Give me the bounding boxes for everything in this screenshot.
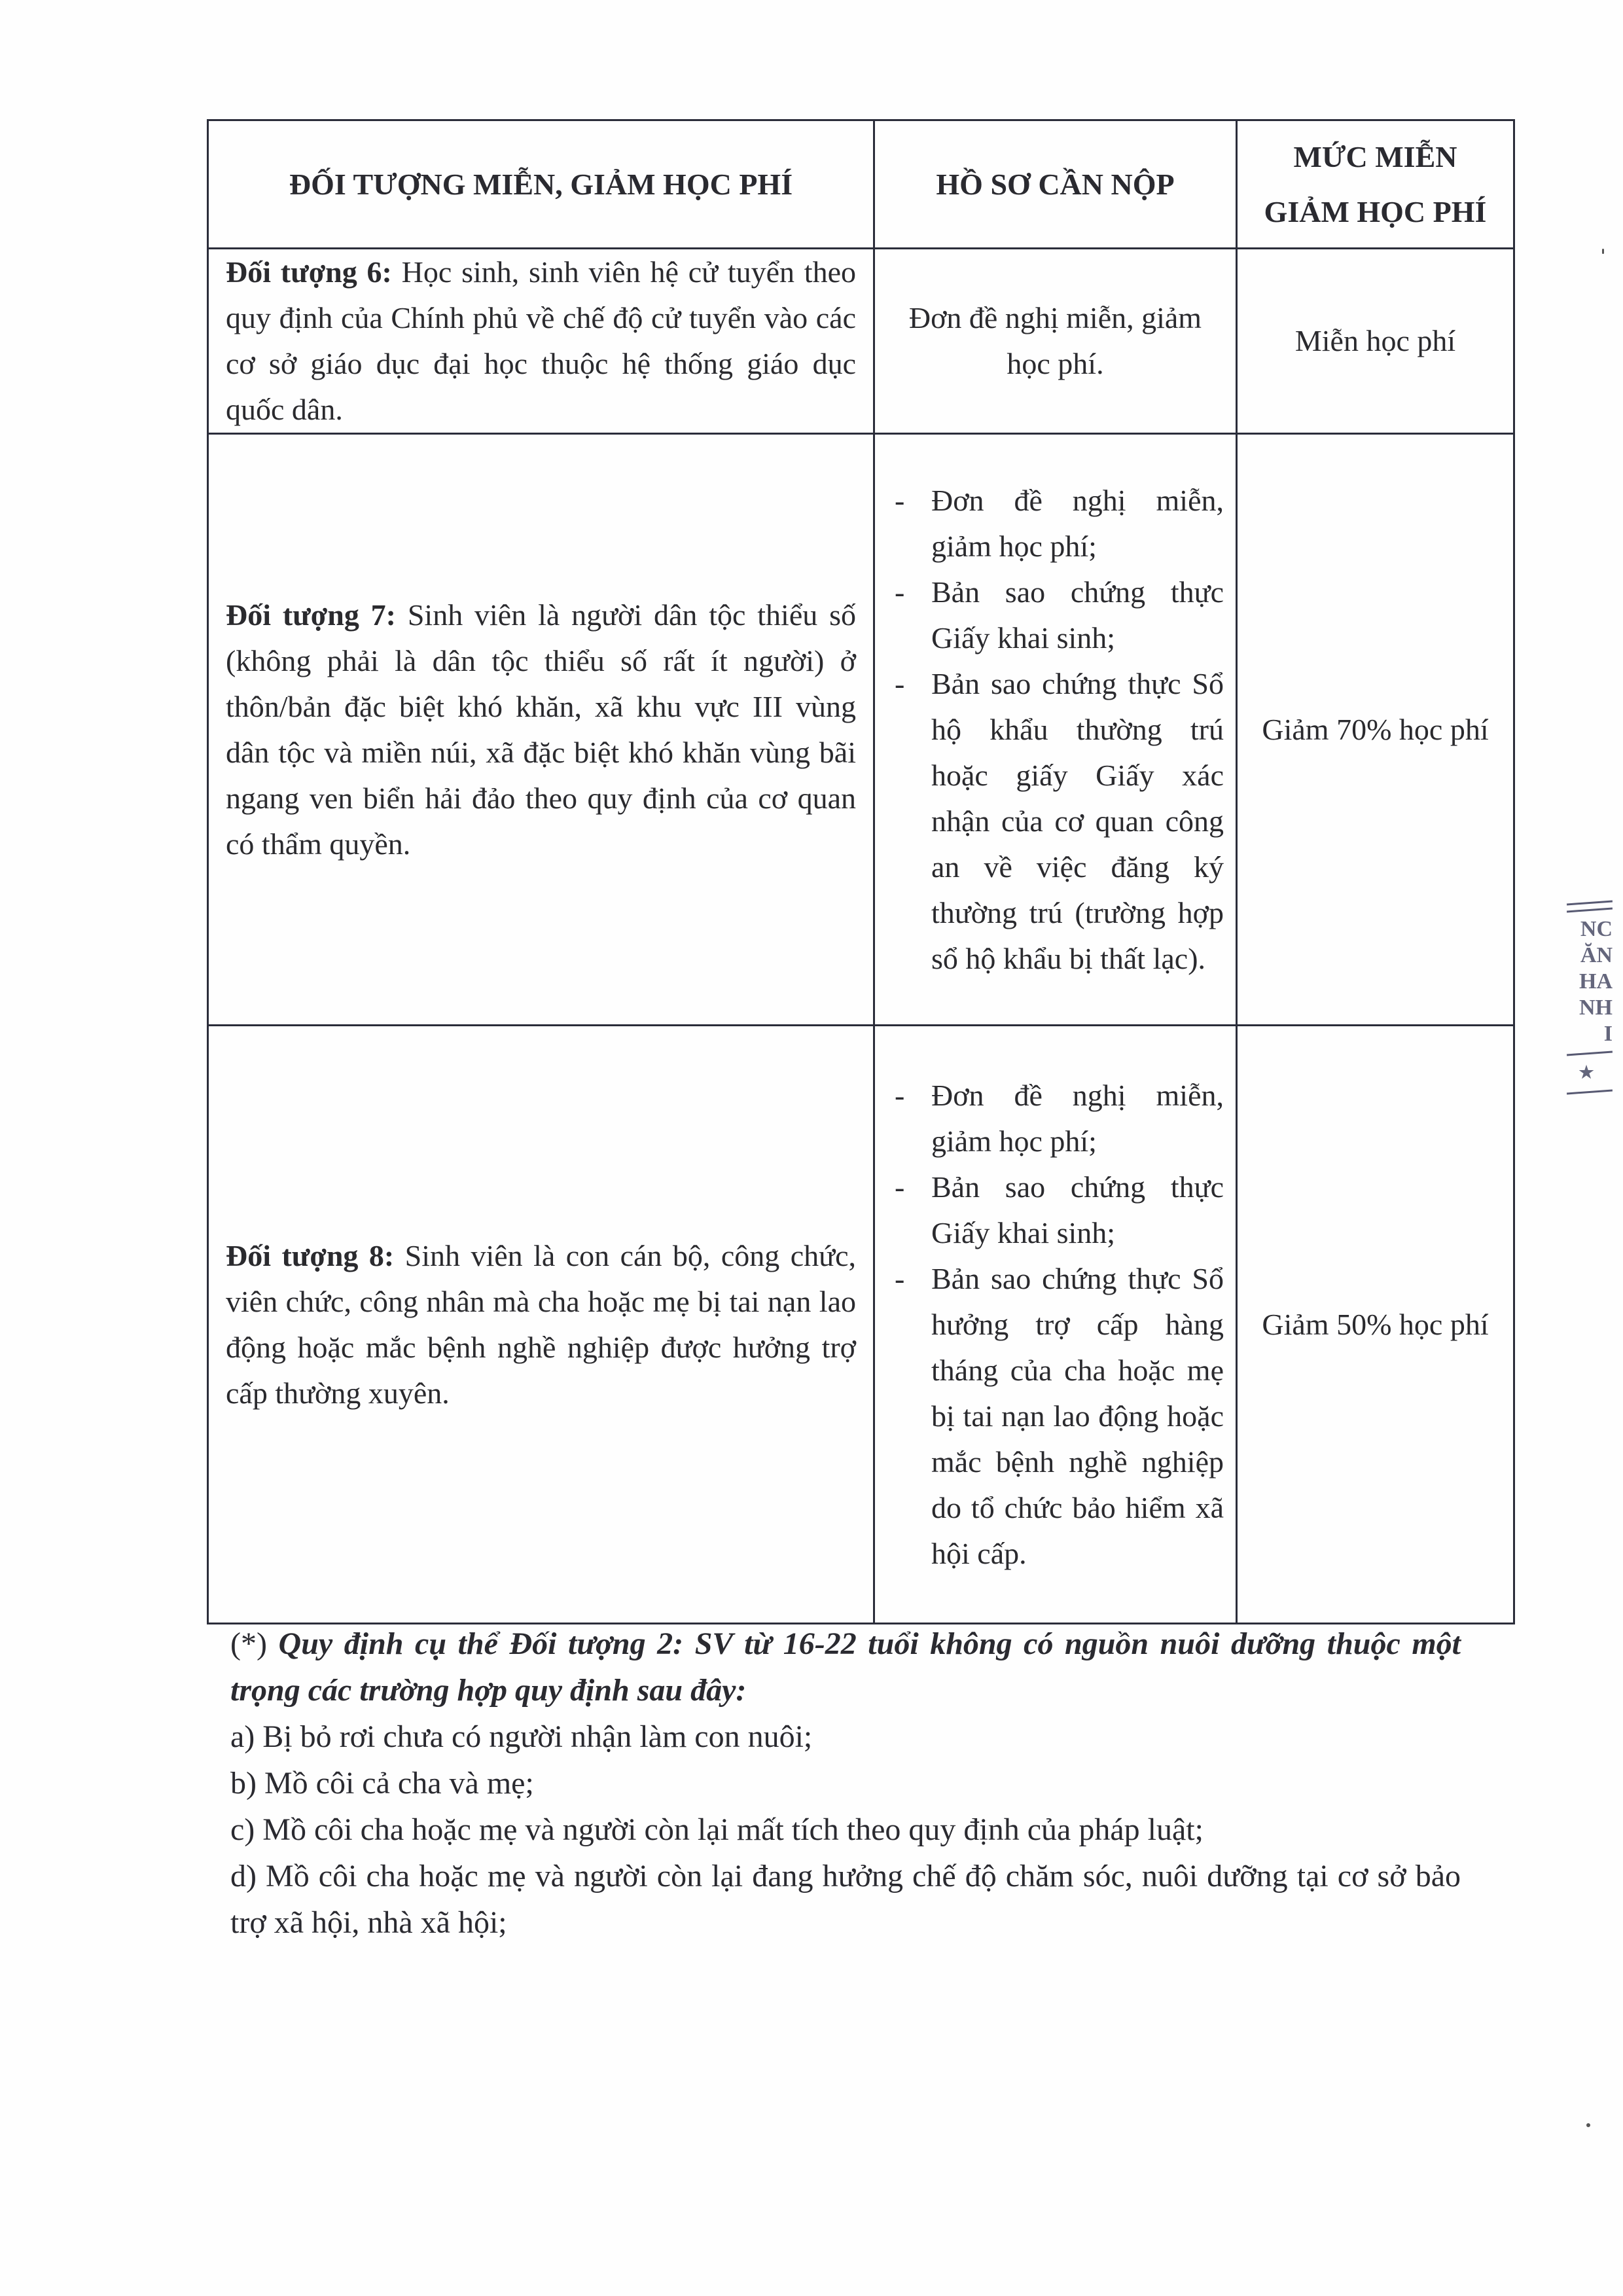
subject-label: Đối tượng 8: bbox=[226, 1238, 395, 1272]
table-row bbox=[208, 249, 1514, 434]
stamp-glyph: NC bbox=[1580, 917, 1613, 941]
stamp-line bbox=[1567, 901, 1613, 906]
documents-cell bbox=[874, 434, 1237, 1026]
stamp-glyph: I bbox=[1603, 1022, 1613, 1046]
rate-cell bbox=[1237, 249, 1514, 434]
table-header-row bbox=[208, 120, 1514, 249]
document-item-text: Bản sao chứng thực Giấy khai sinh; bbox=[931, 1170, 1224, 1249]
subject-description: Sinh viên là người dân tộc thiểu số (không phải là dân tộc thiểu số rất ít người) ở thôn/bản đặc biệt khó khăn, xã khu vực III vùng dân tộc và miền núi, xã đặc biệt khó khăn vùng bãi ngang ven biển hải đảo theo quy định của cơ quan có thẩm quyền. bbox=[226, 598, 856, 861]
document-item-text: Bản sao chứng thực Sổ hưởng trợ cấp hàng tháng của cha hoặc mẹ bị tai nạn lao động hoặc mắc bệnh nghề nghiệp do tổ chức bảo hiểm xã hội cấp. bbox=[931, 1261, 1224, 1570]
documents-cell bbox=[874, 249, 1237, 434]
document-item bbox=[895, 1073, 1224, 1164]
rate-cell bbox=[1237, 1026, 1514, 1624]
document-item-text: Đơn đề nghị miễn, giảm học phí; bbox=[931, 483, 1224, 563]
footnote-section bbox=[230, 1621, 1461, 1946]
footnote-mark: (*) bbox=[230, 1626, 267, 1661]
subject-label: Đối tượng 6: bbox=[226, 255, 392, 289]
documents-cell bbox=[874, 1026, 1237, 1624]
document-item bbox=[895, 569, 1224, 661]
documents-list bbox=[895, 478, 1224, 982]
document-item-text: Bản sao chứng thực Giấy khai sinh; bbox=[931, 575, 1224, 655]
exemption-rate: Giảm 50% học phí bbox=[1262, 1307, 1489, 1341]
subject-cell bbox=[208, 249, 874, 434]
rate-cell bbox=[1237, 434, 1514, 1026]
footnote-item: b) Mồ côi cả cha và mẹ; bbox=[230, 1766, 534, 1801]
footnote-title bbox=[230, 1621, 1461, 1713]
dash-bullet-icon: - bbox=[895, 483, 905, 517]
footnote-title-text: Quy định cụ thể Đối tượng 2: SV từ 16-22 tuổi không có nguồn nuôi dưỡng thuộc một trọng các trường hợp quy định sau đây: bbox=[230, 1626, 1461, 1708]
header-eligible-subjects: ĐỐI TƯỢNG MIỄN, GIẢM HỌC PHÍ bbox=[208, 120, 874, 249]
document-item bbox=[895, 1256, 1224, 1577]
stamp-glyph: ĂN bbox=[1580, 943, 1613, 967]
header-required-documents: HỒ SƠ CẦN NỘP bbox=[874, 120, 1237, 249]
stamp-line bbox=[1567, 1051, 1613, 1056]
document-item bbox=[895, 478, 1224, 569]
stamp-fragment bbox=[1560, 897, 1613, 1185]
footnote-item: d) Mồ côi cha hoặc mẹ và người còn lại đang hưởng chế độ chăm sóc, nuôi dưỡng tại cơ sở bảo trợ xã hội, nhà xã hội; bbox=[230, 1859, 1461, 1940]
header-exemption-rate: MỨC MIỄN GIẢM HỌC PHÍ bbox=[1237, 120, 1514, 249]
subject-cell bbox=[208, 434, 874, 1026]
dash-bullet-icon: - bbox=[895, 1170, 905, 1204]
subject-cell bbox=[208, 1026, 874, 1624]
stamp-glyph: HA bbox=[1579, 969, 1613, 994]
document-item bbox=[895, 1164, 1224, 1256]
subject-description: Học sinh, sinh viên hệ cử tuyển theo quy định của Chính phủ về chế độ cử tuyển vào các cơ sở giáo dục đại học thuộc hệ thống giáo dục quốc dân. bbox=[226, 255, 857, 426]
exemption-rate: Miễn học phí bbox=[1294, 324, 1456, 357]
document-item-text: Bản sao chứng thực Sổ hộ khẩu thường trú hoặc giấy Giấy xác nhận của cơ quan công an về việc đăng ký thường trú (trường hợp sổ hộ khẩu bị thất lạc). bbox=[931, 666, 1224, 975]
footnote-item: a) Bị bỏ rơi chưa có người nhận làm con nuôi; bbox=[230, 1719, 813, 1754]
scan-speck bbox=[1602, 249, 1604, 254]
document-item-text: Đơn đề nghị miễn, giảm học phí; bbox=[931, 1078, 1224, 1158]
dash-bullet-icon: - bbox=[895, 666, 905, 700]
stamp-line bbox=[1567, 908, 1613, 913]
table-row bbox=[208, 434, 1514, 1026]
scan-speck bbox=[1586, 2123, 1590, 2127]
footnote-item: c) Mồ côi cha hoặc mẹ và người còn lại mất tích theo quy định của pháp luật; bbox=[230, 1812, 1204, 1847]
dash-bullet-icon: - bbox=[895, 1078, 905, 1112]
subject-description: Sinh viên là con cán bộ, công chức, viên chức, công nhân mà cha hoặc mẹ bị tai nạn lao động hoặc mắc bệnh nghề nghiệp được hưởng trợ cấp thường xuyên. bbox=[226, 1238, 856, 1410]
table-row bbox=[208, 1026, 1514, 1624]
tuition-exemption-table bbox=[207, 119, 1515, 1624]
dash-bullet-icon: - bbox=[895, 575, 905, 609]
exemption-rate: Giảm 70% học phí bbox=[1262, 712, 1489, 746]
subject-label: Đối tượng 7: bbox=[226, 598, 396, 632]
stamp-glyph: NH bbox=[1579, 996, 1613, 1020]
documents-list bbox=[895, 1073, 1224, 1577]
documents-text: Đơn đề nghị miễn, giảm học phí. bbox=[908, 301, 1202, 380]
stamp-line bbox=[1567, 1090, 1613, 1095]
dash-bullet-icon: - bbox=[895, 1261, 905, 1295]
star-icon: ★ bbox=[1578, 1063, 1594, 1082]
document-item bbox=[895, 661, 1224, 982]
